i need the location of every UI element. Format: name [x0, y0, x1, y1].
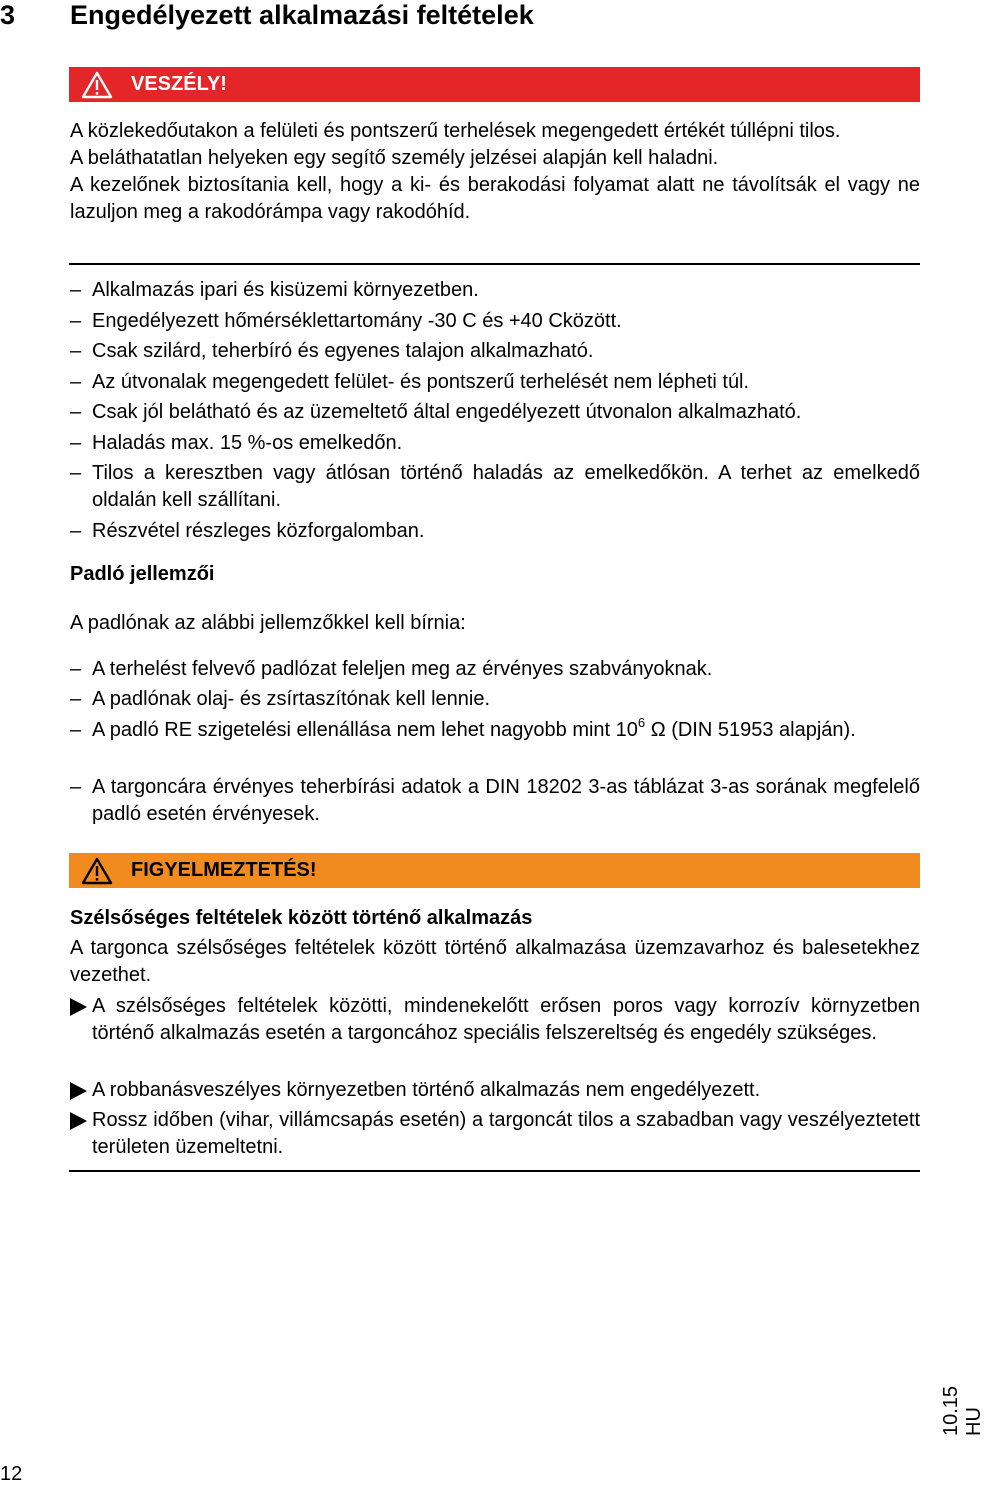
arrow-icon	[70, 998, 87, 1016]
dash-marker: –	[70, 776, 82, 798]
warning-banner	[69, 853, 920, 888]
version-label: 10.15 HU	[940, 1385, 985, 1436]
dash-marker: –	[70, 310, 82, 332]
danger-line: A kezelőnek biztosítania kell, hogy a ki- és berakodási folyamat alatt ne távolítsák el vagy ne lazuljon meg a rakodórámpa vagy rakodóhíd.	[70, 174, 920, 223]
warning-triangle-icon	[81, 71, 113, 99]
danger-label: VESZÉLY!	[131, 73, 227, 95]
list-item: – A targoncára érvényes teherbírási adatok a DIN 18202 3-as táblázat 3-as sorának megfelelő padló esetén érvényesek.	[70, 776, 920, 825]
section-number: 3	[0, 0, 16, 30]
floor-heading: Padló jellemzői	[70, 563, 215, 585]
danger-line: A közlekedőutakon a felületi és pontszerű terhelések megengedett értékét túllépni tilos.	[70, 120, 841, 142]
list-item: – Haladás max. 15 %-os emelkedőn.	[70, 430, 920, 457]
action-item: Rossz időben (vihar, villámcsapás esetén) a targoncát tilos a szabadban vagy veszélyeztetett területen üzemeltetni.	[70, 1107, 920, 1161]
arrow-icon	[70, 1112, 87, 1130]
exponent: 6	[637, 715, 646, 730]
list-item: – Csak szilárd, teherbíró és egyenes talajon alkalmazható.	[70, 338, 920, 365]
list-item: – A padló RE szigetelési ellenállása nem lehet nagyobb mint $10^6$ Ω (DIN 51953 alapján).	[70, 717, 920, 744]
dash-marker: –	[70, 432, 82, 454]
dash-marker: –	[70, 279, 82, 301]
action-item: A szélsőséges feltételek közötti, mindenekelőtt erősen poros vagy korrozív környzetben történő alkalmazás esetén a targoncához speciális felszereltség és engedély szükséges.	[70, 993, 920, 1047]
danger-text	[70, 118, 920, 226]
warning-text: A targonca szélsőséges feltételek között történő alkalmazása üzemzavarhoz és balesetekhez vezethet.	[70, 937, 920, 986]
danger-banner	[69, 67, 920, 102]
dash-marker: –	[70, 401, 82, 423]
floor-intro: A padlónak az alábbi jellemzőkkel kell bírnia:	[70, 612, 466, 634]
list-item: – A terhelést felvevő padlózat feleljen meg az érvényes szabványoknak.	[70, 656, 920, 683]
section-title: Engedélyezett alkalmazási feltételek	[70, 0, 534, 30]
warning-triangle-icon	[81, 857, 113, 885]
list-item: – A padlónak olaj- és zsírtaszítónak kell lennie.	[70, 686, 920, 713]
arrow-icon	[70, 1082, 87, 1100]
action-item: A robbanásveszélyes környezetben történő alkalmazás nem engedélyezett.	[70, 1077, 920, 1104]
dash-marker: –	[70, 658, 82, 680]
page-number: 12	[0, 1463, 23, 1485]
dash-marker: –	[70, 462, 82, 484]
list-item: – Csak jól belátható és az üzemeltető által engedélyezett útvonalon alkalmazható.	[70, 399, 920, 426]
list-item: – Alkalmazás ipari és kisüzemi környezetben.	[70, 277, 920, 304]
dash-marker: –	[70, 688, 82, 710]
warning-label: FIGYELMEZTETÉS!	[131, 859, 317, 881]
divider	[69, 263, 920, 265]
dash-marker: –	[70, 520, 82, 542]
list-item: – Az útvonalak megengedett felület- és pontszerű terhelését nem lépheti túl.	[70, 369, 920, 396]
dash-marker: –	[70, 371, 82, 393]
list-item: – Tilos a keresztben vagy átlósan történő haladás az emelkedőkön. A terhet az emelkedő oldalán kell szállítani.	[70, 462, 920, 511]
list-item: – Engedélyezett hőmérséklettartomány -30 C és +40 Cközött.	[70, 308, 920, 335]
dash-marker: –	[70, 719, 82, 741]
warning-heading: Szélsőséges feltételek között történő alkalmazás	[70, 907, 533, 929]
dash-marker: –	[70, 340, 82, 362]
danger-line: A beláthatatlan helyeken egy segítő személy jelzései alapján kell haladni.	[70, 147, 719, 169]
list-item: – Részvétel részleges közforgalomban.	[70, 518, 920, 545]
divider	[69, 1170, 920, 1172]
